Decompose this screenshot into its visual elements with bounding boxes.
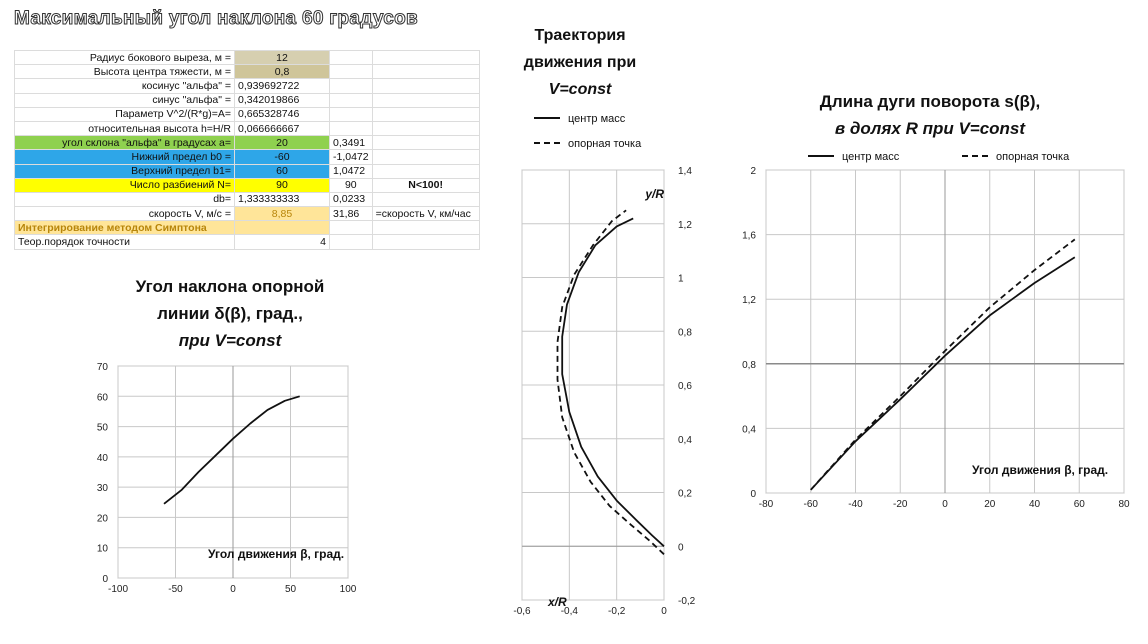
row-label: Нижний предел b0 = — [15, 150, 235, 164]
traj-y-tick-label: 1,4 — [678, 166, 692, 177]
arc-y-tick-label: 1,6 — [742, 230, 756, 242]
arc-legend-label: опорная точка — [996, 151, 1070, 163]
arc-x-tick-label: 80 — [1118, 499, 1130, 510]
slope-x-tick-label: 50 — [284, 584, 297, 595]
chart-title-arc: Длина дуги поворота s(β), в долях R при V=const — [819, 92, 1041, 138]
row-label: Теор.порядок точности — [15, 235, 235, 249]
row-label: синус "альфа" = — [15, 93, 235, 107]
value-cell: 0,665328746 — [235, 107, 330, 121]
row-label: db= — [15, 192, 235, 206]
traj-y-tick-label: 0,2 — [678, 488, 692, 500]
input-cell[interactable]: 90 — [235, 178, 330, 192]
traj-x-tick-label: -0,2 — [608, 606, 626, 617]
row-label: Верхний предел b1= — [15, 164, 235, 178]
value-cell: 4 — [235, 235, 330, 249]
value-cell: 0,342019866 — [235, 93, 330, 107]
arc-y-tick-label: 2 — [750, 166, 756, 177]
value-cell: 1,333333333 — [235, 192, 330, 206]
traj-series-line-support-point — [558, 210, 665, 554]
value-cell: 0,3491 — [330, 136, 373, 150]
input-cell[interactable]: 60 — [235, 164, 330, 178]
arc-x-tick-label: -60 — [803, 499, 818, 510]
value-cell: 1,0472 — [330, 164, 373, 178]
input-cell[interactable]: 0,8 — [235, 65, 330, 79]
row-label: Параметр V^2/(R*g)=A= — [15, 107, 235, 121]
arc-x-axis-label: Угол движения β, град. — [972, 463, 1109, 477]
value-cell: 0,0233 — [330, 192, 373, 206]
traj-y-tick-label: 1 — [678, 273, 684, 285]
arc-x-tick-label: -40 — [848, 499, 863, 510]
arc-y-tick-label: 0,8 — [742, 359, 756, 371]
slope-x-tick-label: -50 — [168, 584, 183, 595]
value-cell: 0,066666667 — [235, 121, 330, 135]
slope-x-axis-label: Угол движения β, град. — [208, 547, 345, 561]
arc-x-tick-label: -20 — [893, 499, 908, 510]
input-cell[interactable]: 20 — [235, 136, 330, 150]
arc-x-tick-label: 20 — [984, 499, 996, 510]
note-cell: =скорость V, км/час — [372, 207, 479, 221]
traj-y-tick-label: 0 — [678, 542, 684, 554]
slope-y-tick-label: 10 — [96, 543, 108, 555]
traj-x-tick-label: -0,6 — [513, 606, 531, 617]
arc-y-tick-label: 1,2 — [742, 295, 756, 307]
arc-x-tick-label: -80 — [758, 499, 774, 510]
arc-x-tick-label: 0 — [942, 499, 948, 510]
arc-y-tick-label: 0,4 — [742, 424, 756, 436]
traj-y-tick-label: 0,8 — [678, 327, 692, 339]
slope-y-tick-label: 30 — [96, 483, 108, 495]
row-label: косинус "альфа" = — [15, 79, 235, 93]
arc-x-tick-label: 60 — [1073, 499, 1085, 510]
value-cell: 90 — [330, 178, 373, 192]
traj-y-axis-label: y/R — [645, 187, 664, 201]
traj-legend-label: центр масс — [568, 113, 626, 125]
traj-y-tick-label: 0,4 — [678, 434, 692, 446]
slope-y-tick-label: 20 — [96, 513, 108, 525]
input-cell[interactable]: -60 — [235, 150, 330, 164]
traj-y-tick-label: 0,6 — [678, 381, 692, 392]
row-label: относительная высота h=H/R — [15, 121, 235, 135]
arc-legend-label: центр масс — [842, 151, 900, 163]
page-title: Максимальный угол наклона 60 градусов — [14, 8, 418, 29]
arc-series-line-support-point — [811, 239, 1075, 489]
chart-title-trajectory: Траектория движения при V=const — [523, 27, 637, 98]
traj-y-tick-label: 1,2 — [678, 219, 692, 231]
value-cell: 0,939692722 — [235, 79, 330, 93]
value-cell: -1,0472 — [330, 150, 373, 164]
traj-x-axis-label: x/R — [548, 595, 567, 609]
value-cell: 31,86 — [330, 207, 373, 221]
arc-series-line-center-mass — [811, 257, 1075, 490]
slope-y-tick-label: 50 — [96, 422, 108, 434]
value-cell: 8,85 — [235, 207, 330, 221]
slope-y-tick-label: 70 — [96, 362, 108, 373]
row-label: угол склона "альфа" в градусах a= — [15, 136, 235, 150]
row-label: Высота центра тяжести, м = — [15, 65, 235, 79]
traj-y-tick-label: -0,2 — [678, 596, 696, 607]
row-label: Радиус бокового выреза, м = — [15, 51, 235, 65]
note-cell: N<100! — [372, 178, 479, 192]
slope-x-tick-label: 100 — [339, 584, 357, 595]
slope-y-tick-label: 40 — [96, 452, 108, 464]
chart-title-slope: Угол наклона опорной линии δ(β), град., при V=const — [135, 277, 325, 350]
traj-x-tick-label: -0,4 — [560, 606, 578, 617]
traj-series-line-center-mass — [562, 218, 664, 546]
input-cell[interactable]: 12 — [235, 51, 330, 65]
row-label: скорость V, м/с = — [15, 207, 235, 221]
traj-x-tick-label: 0 — [661, 606, 667, 617]
arc-x-tick-label: 40 — [1028, 499, 1041, 510]
arc-y-tick-label: 0 — [750, 489, 756, 500]
traj-legend-label: опорная точка — [568, 138, 642, 150]
slope-series-line-center-mass — [164, 396, 300, 504]
slope-y-tick-label: 0 — [102, 574, 108, 585]
slope-x-tick-label: -100 — [107, 584, 129, 595]
slope-x-tick-label: 0 — [230, 584, 236, 595]
slope-y-tick-label: 60 — [96, 392, 108, 404]
row-label: Интегрирование методом Симптона — [15, 221, 235, 235]
row-label: Число разбиений N= — [15, 178, 235, 192]
